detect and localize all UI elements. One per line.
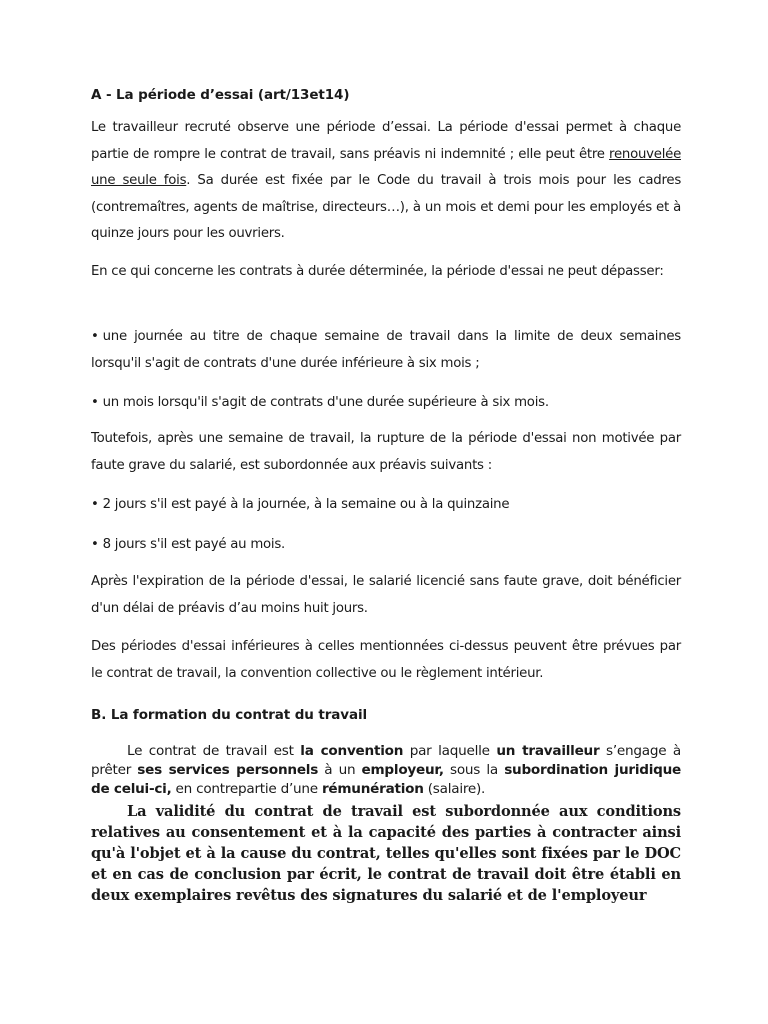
bullet-item-one-month [91,390,681,417]
bold-term: rémunération [321,781,424,797]
paragraph-text: Le travailleur recruté observe une période d’essai. La période d'essai permet à chaque partie de rompre le contrat de travail, sans préavis ni indemnité ; elle peut être [91,120,681,162]
paragraph-after-expiry: Après l'expiration de la période d'essai, le salarié licencié sans faute grave, doit bénéficier d'un délai de préavis d’au moins huit jours. [91,574,681,616]
bullet-icon: • [91,329,99,344]
bullet-text: 2 jours s'il est payé à la journée, à la semaine ou à la quinzaine [102,497,510,512]
bullet-item-eight-days [91,532,681,559]
paragraph-text: (salaire). [423,781,486,797]
paragraph-validity [91,801,681,906]
bullet-text: 8 jours s'il est payé au mois. [102,537,286,552]
paragraph-text: par laquelle [403,743,497,759]
bold-term: employeur, [361,762,444,778]
bullet-item-one-day [91,324,681,377]
paragraph-text: à un [318,762,362,778]
paragraph-text: sous la [443,762,505,778]
paragraph-text: s’engage à prêter [91,743,682,778]
bold-term: la convention [300,743,404,759]
bold-term: subordination juridique de celui-ci, [91,762,682,797]
bullet-item-two-days [91,492,681,519]
underlined-text: renouvelée une seule fois [91,146,681,188]
paragraph-trial-period [91,115,681,248]
bullet-icon: • [91,537,99,552]
paragraph-shorter-periods: Des périodes d'essai inférieures à celles mentionnées ci-dessus peuvent être prévues par le contrat de travail, la convention collective ou le règlement intérieur. [91,639,681,681]
bullet-text: une journée au titre de chaque semaine de travail dans la limite de deux semaines lorsqu'il s'agit de contrats d'une durée inférieure à six mois ; [91,329,681,371]
paragraph-text: Le contrat de travail est [127,743,301,759]
paragraph-text: La validité du contrat de travail est subordonnée aux conditions relatives au consentement et à la capacité des parties à contracter ainsi qu'à l'objet et à la cause du contrat, telles qu'elles sont fixées par le DOC et en cas de conclusion par écrit, le contrat de travail doit être établi en deux exemplaires revêtus des signatures du salarié et de l'employeur [91,803,681,904]
section-b-heading: B. La formation du contrat du travail [91,707,368,723]
bullet-icon: • [91,497,99,512]
document-page [91,0,681,1024]
bullet-text: un mois lorsqu'il s'agit de contrats d'une durée supérieure à six mois. [102,395,549,410]
paragraph-fixed-term: En ce qui concerne les contrats à durée déterminée, la période d'essai ne peut dépasser: [91,264,664,279]
paragraph-definition [91,742,681,799]
paragraph-text: en contrepartie d’une [171,781,322,797]
paragraph-text: . Sa durée est fixée par le Code du travail à trois mois pour les cadres (contremaîtres, agents de maîtrise, directeurs…), à un mois et demi pour les employés et à quinze jours pour les ouvriers. [91,173,681,241]
bold-term: un travailleur [496,743,600,759]
bullet-icon: • [91,395,99,410]
section-a-heading: A - La période d’essai (art/13et14) [91,87,350,103]
bold-term: ses services personnels [137,762,319,778]
paragraph-notice: Toutefois, après une semaine de travail, la rupture de la période d'essai non motivée par faute grave du salarié, est subordonnée aux préavis suivants : [91,431,681,473]
